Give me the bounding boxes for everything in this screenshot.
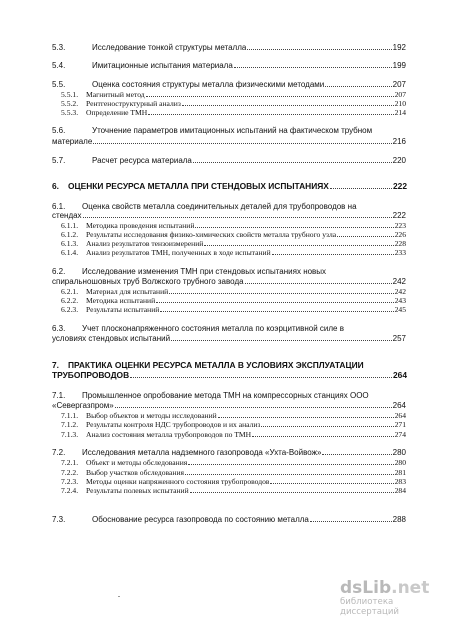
toc-entry-7-1-cont[interactable] (52, 401, 406, 410)
dot-leader (204, 239, 393, 246)
dot-leader (270, 477, 393, 484)
page-number: 264 (392, 401, 406, 410)
page-number: 226 (394, 230, 406, 239)
page-number: 245 (394, 305, 406, 314)
section-title: Методика проведения испытаний (86, 221, 195, 230)
section-number: 7.3. (52, 515, 66, 524)
section-title: Результаты полевых испытаний (86, 486, 189, 495)
section-number: 6.1.2. (61, 230, 79, 239)
page-number: 280 (392, 448, 406, 457)
toc-chapter-6[interactable] (52, 182, 407, 191)
page-number: 264 (394, 411, 406, 420)
section-title-line2: «Севергазпром» (52, 401, 114, 410)
toc-entry-6-1-4[interactable] (61, 248, 406, 257)
page-number: 283 (394, 477, 406, 486)
section-number: 6.1.1. (61, 221, 79, 230)
page-number: 222 (393, 181, 407, 191)
page-number: 222 (392, 211, 406, 220)
toc-entry-5-7[interactable] (52, 156, 406, 165)
section-title-line1: Исследование изменения ТМН при стендовых испытаниях новых (82, 267, 327, 276)
chapter-title-line2: ТРУБОПРОВОДОВ (52, 371, 130, 380)
section-number: 6.2.3. (61, 305, 79, 314)
section-number: 5.4. (52, 61, 66, 70)
section-number: 7.1.2. (61, 420, 79, 429)
toc-entry-7-2-3[interactable] (61, 477, 406, 486)
chapter-number: 7. (52, 360, 59, 370)
watermark-logo-main: dsLib (340, 578, 392, 598)
dot-leader (130, 371, 392, 378)
chapter-title-line1: ПРАКТИКА ОЦЕНКИ РЕСУРСА МЕТАЛЛА В УСЛОВИЯХ ЭКСПЛУАТАЦИИ (68, 361, 364, 370)
page-number: 220 (392, 156, 406, 165)
section-number: 6.1.4. (61, 248, 79, 257)
page-number: 257 (392, 334, 406, 343)
toc-entry-5-5[interactable] (52, 80, 406, 89)
section-title-line2: условиях стендовых испытаний (52, 334, 171, 343)
section-number: 6.1. (52, 202, 66, 211)
toc-entry-7-2-4[interactable] (61, 486, 406, 495)
section-title-line1: Учет плосконапряженного состояния металла по коэрцитивной силе в (82, 324, 344, 333)
chapter-number: 6. (52, 181, 59, 191)
toc-entry-7-2-2[interactable] (61, 468, 406, 477)
section-number: 5.5. (52, 80, 66, 89)
dot-leader (272, 248, 394, 255)
section-title: Магнитный метод (86, 90, 145, 99)
section-number: 6.2.1. (61, 287, 79, 296)
dot-leader (185, 468, 394, 475)
section-number: 6.2. (52, 267, 66, 276)
toc-entry-6-2-cont[interactable] (52, 277, 406, 286)
page-number: 199 (392, 61, 406, 70)
section-title: Имитационные испытания материала (92, 61, 233, 70)
toc-entry-5-5-1[interactable] (61, 90, 406, 99)
section-title: Обоснование ресурса газопровода по состоянию металла (92, 515, 309, 524)
toc-entry-6-3[interactable] (52, 324, 406, 333)
toc-entry-5-3[interactable] (52, 43, 406, 52)
section-number: 5.3. (52, 43, 66, 52)
toc-entry-7-3[interactable] (52, 515, 406, 524)
section-title-line2: спиральношовных труб Волжского трубного завода (52, 277, 244, 286)
section-number: 6.3. (52, 324, 66, 333)
dot-leader (146, 90, 394, 97)
section-title: Анализ состояния металла трубопроводов по ТМН (86, 430, 252, 439)
section-title: Анализ результатов ТМН, полученных в ходе испытаний (86, 248, 271, 257)
toc-entry-7-1-3[interactable] (61, 430, 406, 439)
dot-leader (245, 277, 392, 284)
section-title: Выбор участков обследования (86, 468, 185, 477)
dot-leader (310, 515, 392, 522)
dot-leader (148, 108, 393, 115)
toc-entry-5-4[interactable] (52, 61, 406, 70)
dot-leader (337, 230, 393, 237)
dot-leader (195, 221, 393, 228)
toc-entry-6-2[interactable] (52, 267, 406, 276)
page-number: 223 (394, 221, 406, 230)
toc-entry-6-1-3[interactable] (61, 239, 406, 248)
section-title: Анализ результатов тензоизмерений (86, 239, 204, 248)
watermark-subtitle: библиотека диссертаций (340, 597, 400, 617)
section-title: Результаты контроля НДС трубопроводов и их анализ (86, 420, 261, 429)
chapter-title: ОЦЕНКИ РЕСУРСА МЕТАЛЛА ПРИ СТЕНДОВЫХ ИСПЫТАНИЯХ (68, 182, 329, 191)
dot-leader (322, 448, 391, 455)
page-number: 274 (394, 430, 406, 439)
section-title: Результаты испытаний (86, 305, 160, 314)
section-title-line1: Уточнение параметров имитационных испытаний на фактическом трубном (92, 126, 373, 135)
page-number: 233 (394, 248, 406, 257)
section-number: 7.2.4. (61, 486, 79, 495)
dot-leader (93, 137, 391, 144)
toc-entry-6-3-cont[interactable] (52, 334, 406, 343)
page-number: 280 (394, 458, 406, 467)
dot-leader (171, 334, 392, 341)
page-number: 207 (392, 80, 406, 89)
dot-leader (330, 182, 392, 189)
section-number: 7.2.2. (61, 468, 79, 477)
toc-entry-6-1-cont[interactable] (52, 211, 406, 220)
section-title: Методы оценки напряженного состояния трубопроводов (86, 477, 270, 486)
toc-entry-6-1-2[interactable] (61, 230, 406, 239)
toc-entry-6-1[interactable] (52, 202, 406, 211)
watermark-logo-tld: .net (391, 578, 430, 598)
scan-speck (118, 596, 120, 597)
toc-chapter-7[interactable] (52, 361, 407, 370)
page-number: 242 (392, 277, 406, 286)
section-title: Определение ТМН (86, 108, 148, 117)
section-number: 5.5.2. (61, 99, 79, 108)
section-number: 7.1. (52, 391, 66, 400)
dot-leader (193, 156, 392, 163)
section-number: 6.2.2. (61, 296, 79, 305)
section-title: Расчет ресурса материала (92, 156, 192, 165)
dot-leader (261, 420, 393, 427)
page-number: 216 (392, 137, 406, 146)
page-number: 271 (394, 420, 406, 429)
watermark-logo (340, 578, 448, 598)
toc-entry-6-2-3[interactable] (61, 305, 406, 314)
dot-leader (188, 458, 393, 465)
toc-entry-5-6[interactable] (52, 126, 406, 135)
section-title: Исследования металла надземного газопровода «Ухта-Войвож» (82, 448, 322, 457)
section-number: 6.1.3. (61, 239, 79, 248)
section-number: 5.5.1. (61, 90, 79, 99)
toc-entry-7-1[interactable] (52, 391, 406, 400)
page-number: 242 (394, 287, 406, 296)
toc-entry-5-5-3[interactable] (61, 108, 406, 117)
section-number: 7.2.1. (61, 458, 79, 467)
section-number: 7.2.3. (61, 477, 79, 486)
toc-entry-7-2-1[interactable] (61, 458, 406, 467)
toc-entry-7-1-2[interactable] (61, 420, 406, 429)
page-number: 192 (392, 43, 406, 52)
page-number: 284 (394, 486, 406, 495)
toc-entry-5-5-2[interactable] (61, 99, 406, 108)
toc-entry-7-1-1[interactable] (61, 411, 406, 420)
dot-leader (218, 411, 394, 418)
section-title-line1: Оценка свойств металла соединительных деталей для трубопроводов на (82, 202, 357, 211)
dot-leader (247, 43, 391, 50)
page-number: 214 (394, 108, 406, 117)
dot-leader (169, 287, 393, 294)
dot-leader (252, 430, 393, 437)
section-title: Выбор объектов и методы исследований (86, 411, 217, 420)
section-title: Результаты исследования физико-химических свойств металла трубного узла (86, 230, 337, 239)
toc-entry-6-2-2[interactable] (61, 296, 406, 305)
section-title: Рентгеноструктурный анализ (86, 99, 181, 108)
section-title-line1: Промышленное опробование метода ТМН на компрессорных станциях ООО (82, 391, 369, 400)
page-number: 207 (394, 90, 406, 99)
dot-leader (115, 401, 392, 408)
section-number: 7.1.3. (61, 430, 79, 439)
toc-entry-6-1-1[interactable] (61, 221, 406, 230)
toc-entry-6-2-1[interactable] (61, 287, 406, 296)
section-number: 5.6. (52, 126, 66, 135)
section-title-line2: стендах (52, 211, 82, 220)
dot-leader (156, 296, 393, 303)
section-title: Исследование тонкой структуры металла (92, 43, 247, 52)
section-title: Оценка состояния структуры металла физическими методами (92, 80, 325, 89)
section-number: 7.1.1. (61, 411, 79, 420)
section-title: Материал для испытаний (86, 287, 169, 296)
section-title: Методика испытаний (86, 296, 156, 305)
toc-entry-5-6-cont[interactable] (52, 137, 406, 146)
page-number: 264 (393, 370, 407, 380)
page-number: 210 (394, 99, 406, 108)
page-number: 228 (394, 239, 406, 248)
page-number: 243 (394, 296, 406, 305)
toc-entry-7-2[interactable] (52, 448, 406, 457)
watermark[interactable] (340, 578, 448, 617)
dot-leader (190, 486, 394, 493)
section-number: 5.5.3. (61, 108, 79, 117)
toc-chapter-7-cont[interactable] (52, 371, 407, 380)
page-number: 281 (394, 468, 406, 477)
section-title-line2: материале (52, 137, 93, 146)
dot-leader (83, 211, 392, 218)
dot-leader (182, 99, 394, 106)
section-number: 5.7. (52, 156, 66, 165)
dot-leader (160, 305, 393, 312)
section-number: 7.2. (52, 448, 66, 457)
section-title: Объект и методы обследования (86, 458, 188, 467)
dot-leader (325, 80, 391, 87)
page-number: 288 (392, 515, 406, 524)
dot-leader (234, 61, 392, 68)
